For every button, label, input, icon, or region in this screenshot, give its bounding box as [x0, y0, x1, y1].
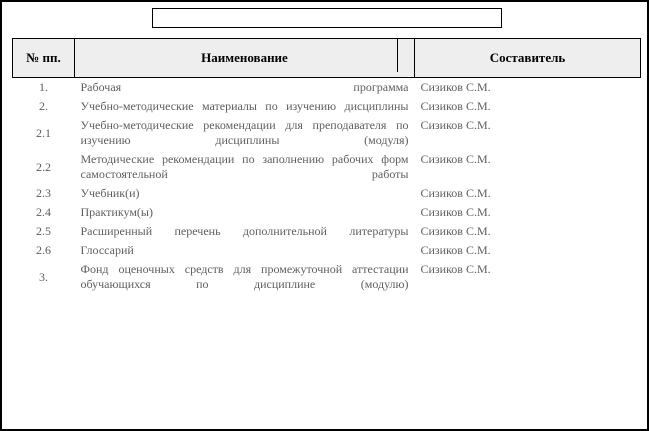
row-name: Методические рекомендации по заполнению рабочих форм самостоятельной работы: [80, 152, 409, 181]
table-row: [13, 184, 641, 203]
row-number: 2.1: [36, 125, 51, 140]
row-name: Рабочая программа: [80, 80, 409, 94]
row-author: Сизиков С.М.: [420, 205, 491, 219]
table-head: [13, 39, 641, 78]
header-divider-left: [74, 38, 75, 72]
materials-table: [12, 38, 641, 294]
table-row: [13, 260, 641, 294]
table-body: [13, 78, 641, 295]
row-number: 2.4: [36, 205, 51, 219]
row-author: Сизиков С.М.: [420, 262, 491, 276]
column-header-number: № пп.: [13, 39, 75, 78]
column-header-name: Наименование: [75, 39, 415, 78]
row-number: 2.: [39, 99, 48, 113]
caption-text: Перечень учебно-методических материалов: [224, 12, 430, 24]
table-row: [13, 241, 641, 260]
row-number: 2.5: [36, 224, 51, 238]
row-name: Фонд оценочных средств для промежуточной аттестации обучающихся по дисциплине (модулю): [80, 262, 409, 291]
row-number: 2.2: [36, 159, 51, 174]
table-row: [13, 78, 641, 98]
row-name: Глоссарий: [80, 243, 134, 257]
table-row: [13, 203, 641, 222]
row-number: 1.: [39, 80, 48, 94]
row-author: Сизиков С.М.: [420, 80, 491, 94]
row-number: 3.: [39, 269, 48, 284]
row-author: Сизиков С.М.: [420, 186, 491, 200]
table-row: [13, 150, 641, 184]
row-author: Сизиков С.М.: [420, 118, 491, 132]
row-author: Сизиков С.М.: [420, 243, 491, 257]
table-row: [13, 222, 641, 241]
row-name: Практикум(ы): [80, 205, 153, 219]
table-row: [13, 97, 641, 116]
row-author: Сизиков С.М.: [420, 99, 491, 113]
row-author: Сизиков С.М.: [420, 152, 491, 166]
caption-box: [152, 8, 502, 28]
row-name: Учебник(и): [80, 186, 140, 200]
column-header-author: Составитель: [415, 39, 641, 78]
row-name: Учебно-методические рекомендации для преподавателя по изучению дисциплины (модуля): [80, 118, 409, 147]
header-divider-right: [397, 38, 398, 72]
row-name: Расширенный перечень дополнительной литературы: [80, 224, 409, 238]
row-number: 2.6: [36, 243, 51, 257]
table-row: [13, 116, 641, 150]
row-author: Сизиков С.М.: [420, 224, 491, 238]
table-header-row: [13, 39, 641, 78]
row-name: Учебно-методические материалы по изучению дисциплины: [80, 99, 409, 113]
row-number: 2.3: [36, 186, 51, 200]
